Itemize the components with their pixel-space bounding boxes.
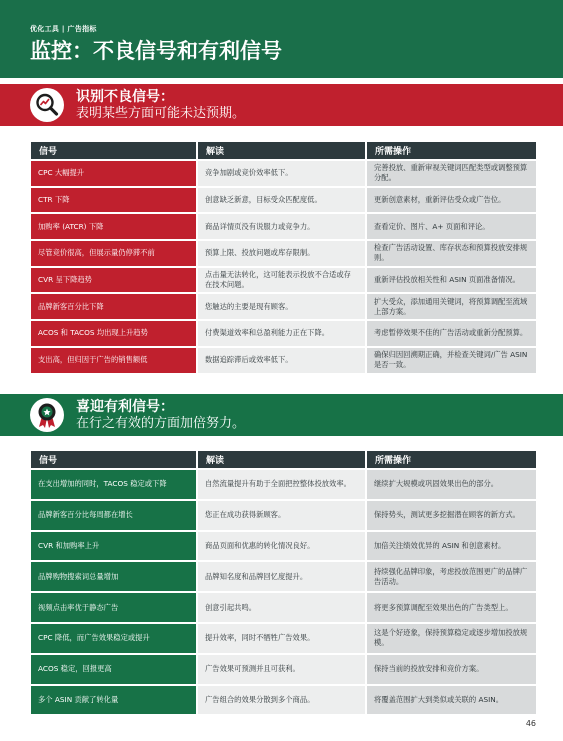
signal-cell: 尽管竞价很高，但展示量仍停滞不前 (31, 241, 198, 266)
signal-cell: 品牌新客百分比下降 (31, 294, 198, 319)
table-row (31, 593, 536, 622)
table-row (31, 294, 536, 319)
top-header (0, 0, 563, 78)
interpretation-cell: 自然流量提升有助于全面把控整体投放效率。 (198, 470, 367, 499)
action-cell: 保持当前的投放安排和竞价方案。 (367, 655, 536, 684)
action-cell: 重新评估投放相关性和 ASIN 页面准备情况。 (367, 268, 536, 293)
action-cell: 考虑暂停效果不佳的广告活动或重新分配预算。 (367, 321, 536, 346)
column-header-interpretation: 解读 (198, 451, 367, 468)
good-signals-table (31, 449, 536, 716)
bad-signals-subtitle: 表明某些方面可能未达预期。 (76, 106, 246, 121)
breadcrumb: 优化工具 | 广告指标 (30, 25, 97, 33)
interpretation-cell: 品牌知名度和品牌回忆度提升。 (198, 562, 367, 591)
table-header-row (31, 451, 536, 468)
table-row (31, 624, 536, 653)
table-row (31, 470, 536, 499)
interpretation-cell: 预算上限、投放问题或库存限制。 (198, 241, 367, 266)
table-row (31, 501, 536, 530)
page-number: 46 (525, 719, 536, 728)
column-header-action: 所需操作 (367, 142, 536, 159)
table-row (31, 348, 536, 373)
bad-signals-table (31, 140, 536, 375)
good-signals-subtitle: 在行之有效的方面加倍努力。 (76, 416, 246, 431)
signal-cell: CVR 呈下降趋势 (31, 268, 198, 293)
column-header-signal: 信号 (31, 142, 198, 159)
signal-cell: 在支出增加的同时，TACOS 稳定或下降 (31, 470, 198, 499)
good-signals-title: 喜迎有利信号： (76, 399, 174, 415)
table-row (31, 321, 536, 346)
action-cell: 持续强化品牌印象，考虑投放范围更广的品牌广告活动。 (367, 562, 536, 591)
interpretation-cell: 创意缺乏新意，目标受众匹配度低。 (198, 188, 367, 213)
column-header-signal: 信号 (31, 451, 198, 468)
signal-cell: 视频点击率优于静态广告 (31, 593, 198, 622)
action-cell: 将更多预算调配至效果出色的广告类型上。 (367, 593, 536, 622)
table-row (31, 268, 536, 293)
table-row (31, 655, 536, 684)
action-cell: 保持势头，测试更多挖掘潜在顾客的新方式。 (367, 501, 536, 530)
page-title: 监控：不良信号和有利信号 (30, 39, 282, 63)
table-row (31, 214, 536, 239)
signal-cell: 品牌新客百分比每周都在增长 (31, 501, 198, 530)
good-signals-banner (0, 394, 563, 436)
table-row (31, 562, 536, 591)
signal-cell: 多个 ASIN 贡献了转化量 (31, 686, 198, 715)
action-cell: 加倍关注绩效优异的 ASIN 和创意素材。 (367, 532, 536, 561)
column-header-interpretation: 解读 (198, 142, 367, 159)
bad-signals-title: 识别不良信号： (76, 89, 174, 105)
award-ribbon-icon (30, 398, 64, 432)
action-cell: 扩大受众，添加通用关键词，将预算调配至流域上部方案。 (367, 294, 536, 319)
interpretation-cell: 广告组合的效果分散到多个商品。 (198, 686, 367, 715)
interpretation-cell: 数据追踪滞后或效率低下。 (198, 348, 367, 373)
action-cell: 更新创意素材，重新评估受众或广告位。 (367, 188, 536, 213)
table-row (31, 161, 536, 186)
signal-cell: CPC 降低，而广告效果稳定或提升 (31, 624, 198, 653)
signal-cell: ACOS 和 TACOS 均出现上升趋势 (31, 321, 198, 346)
action-cell: 将覆盖范围扩大到类似或关联的 ASIN。 (367, 686, 536, 715)
table-row (31, 686, 536, 715)
table-row (31, 241, 536, 266)
signal-cell: CVR 和加购率上升 (31, 532, 198, 561)
interpretation-cell: 您正在成功获得新顾客。 (198, 501, 367, 530)
table-header-row (31, 142, 536, 159)
action-cell: 这是个好迹象，保持预算稳定或逐步增加投放规模。 (367, 624, 536, 653)
column-header-action: 所需操作 (367, 451, 536, 468)
action-cell: 查看定价、图片、A+ 页面和评论。 (367, 214, 536, 239)
bad-signals-banner (0, 84, 563, 126)
interpretation-cell: 广告效果可预测并且可获利。 (198, 655, 367, 684)
signal-cell: 品牌购物搜索词总量增加 (31, 562, 198, 591)
interpretation-cell: 竞争加剧或竞价效率低下。 (198, 161, 367, 186)
signal-cell: ACOS 稳定，回报更高 (31, 655, 198, 684)
interpretation-cell: 您触达的主要是现有顾客。 (198, 294, 367, 319)
interpretation-cell: 商品页面和优惠的转化情况良好。 (198, 532, 367, 561)
magnifier-chart-icon (30, 88, 64, 122)
action-cell: 确保归因回溯期正确，并检查关键词/广告 ASIN 是否一致。 (367, 348, 536, 373)
signal-cell: CPC 大幅提升 (31, 161, 198, 186)
table-row (31, 188, 536, 213)
signal-cell: 加购率 (ATCR) 下降 (31, 214, 198, 239)
interpretation-cell: 商品详情页没有说服力或竞争力。 (198, 214, 367, 239)
action-cell: 完善投放、重新审视关键词匹配类型或调整预算分配。 (367, 161, 536, 186)
action-cell: 检查广告活动设置、库存状态和预算投放安排规则。 (367, 241, 536, 266)
interpretation-cell: 提升效率，同时不牺牲广告效果。 (198, 624, 367, 653)
action-cell: 继续扩大规模或巩固效果出色的部分。 (367, 470, 536, 499)
interpretation-cell: 创意引起共鸣。 (198, 593, 367, 622)
signal-cell: CTR 下降 (31, 188, 198, 213)
signal-cell: 支出高，但归因于广告的销售额低 (31, 348, 198, 373)
interpretation-cell: 点击量无法转化，这可能表示投放不合适或存在技术问题。 (198, 268, 367, 293)
interpretation-cell: 付费渠道效率和总盈利能力正在下降。 (198, 321, 367, 346)
table-row (31, 532, 536, 561)
